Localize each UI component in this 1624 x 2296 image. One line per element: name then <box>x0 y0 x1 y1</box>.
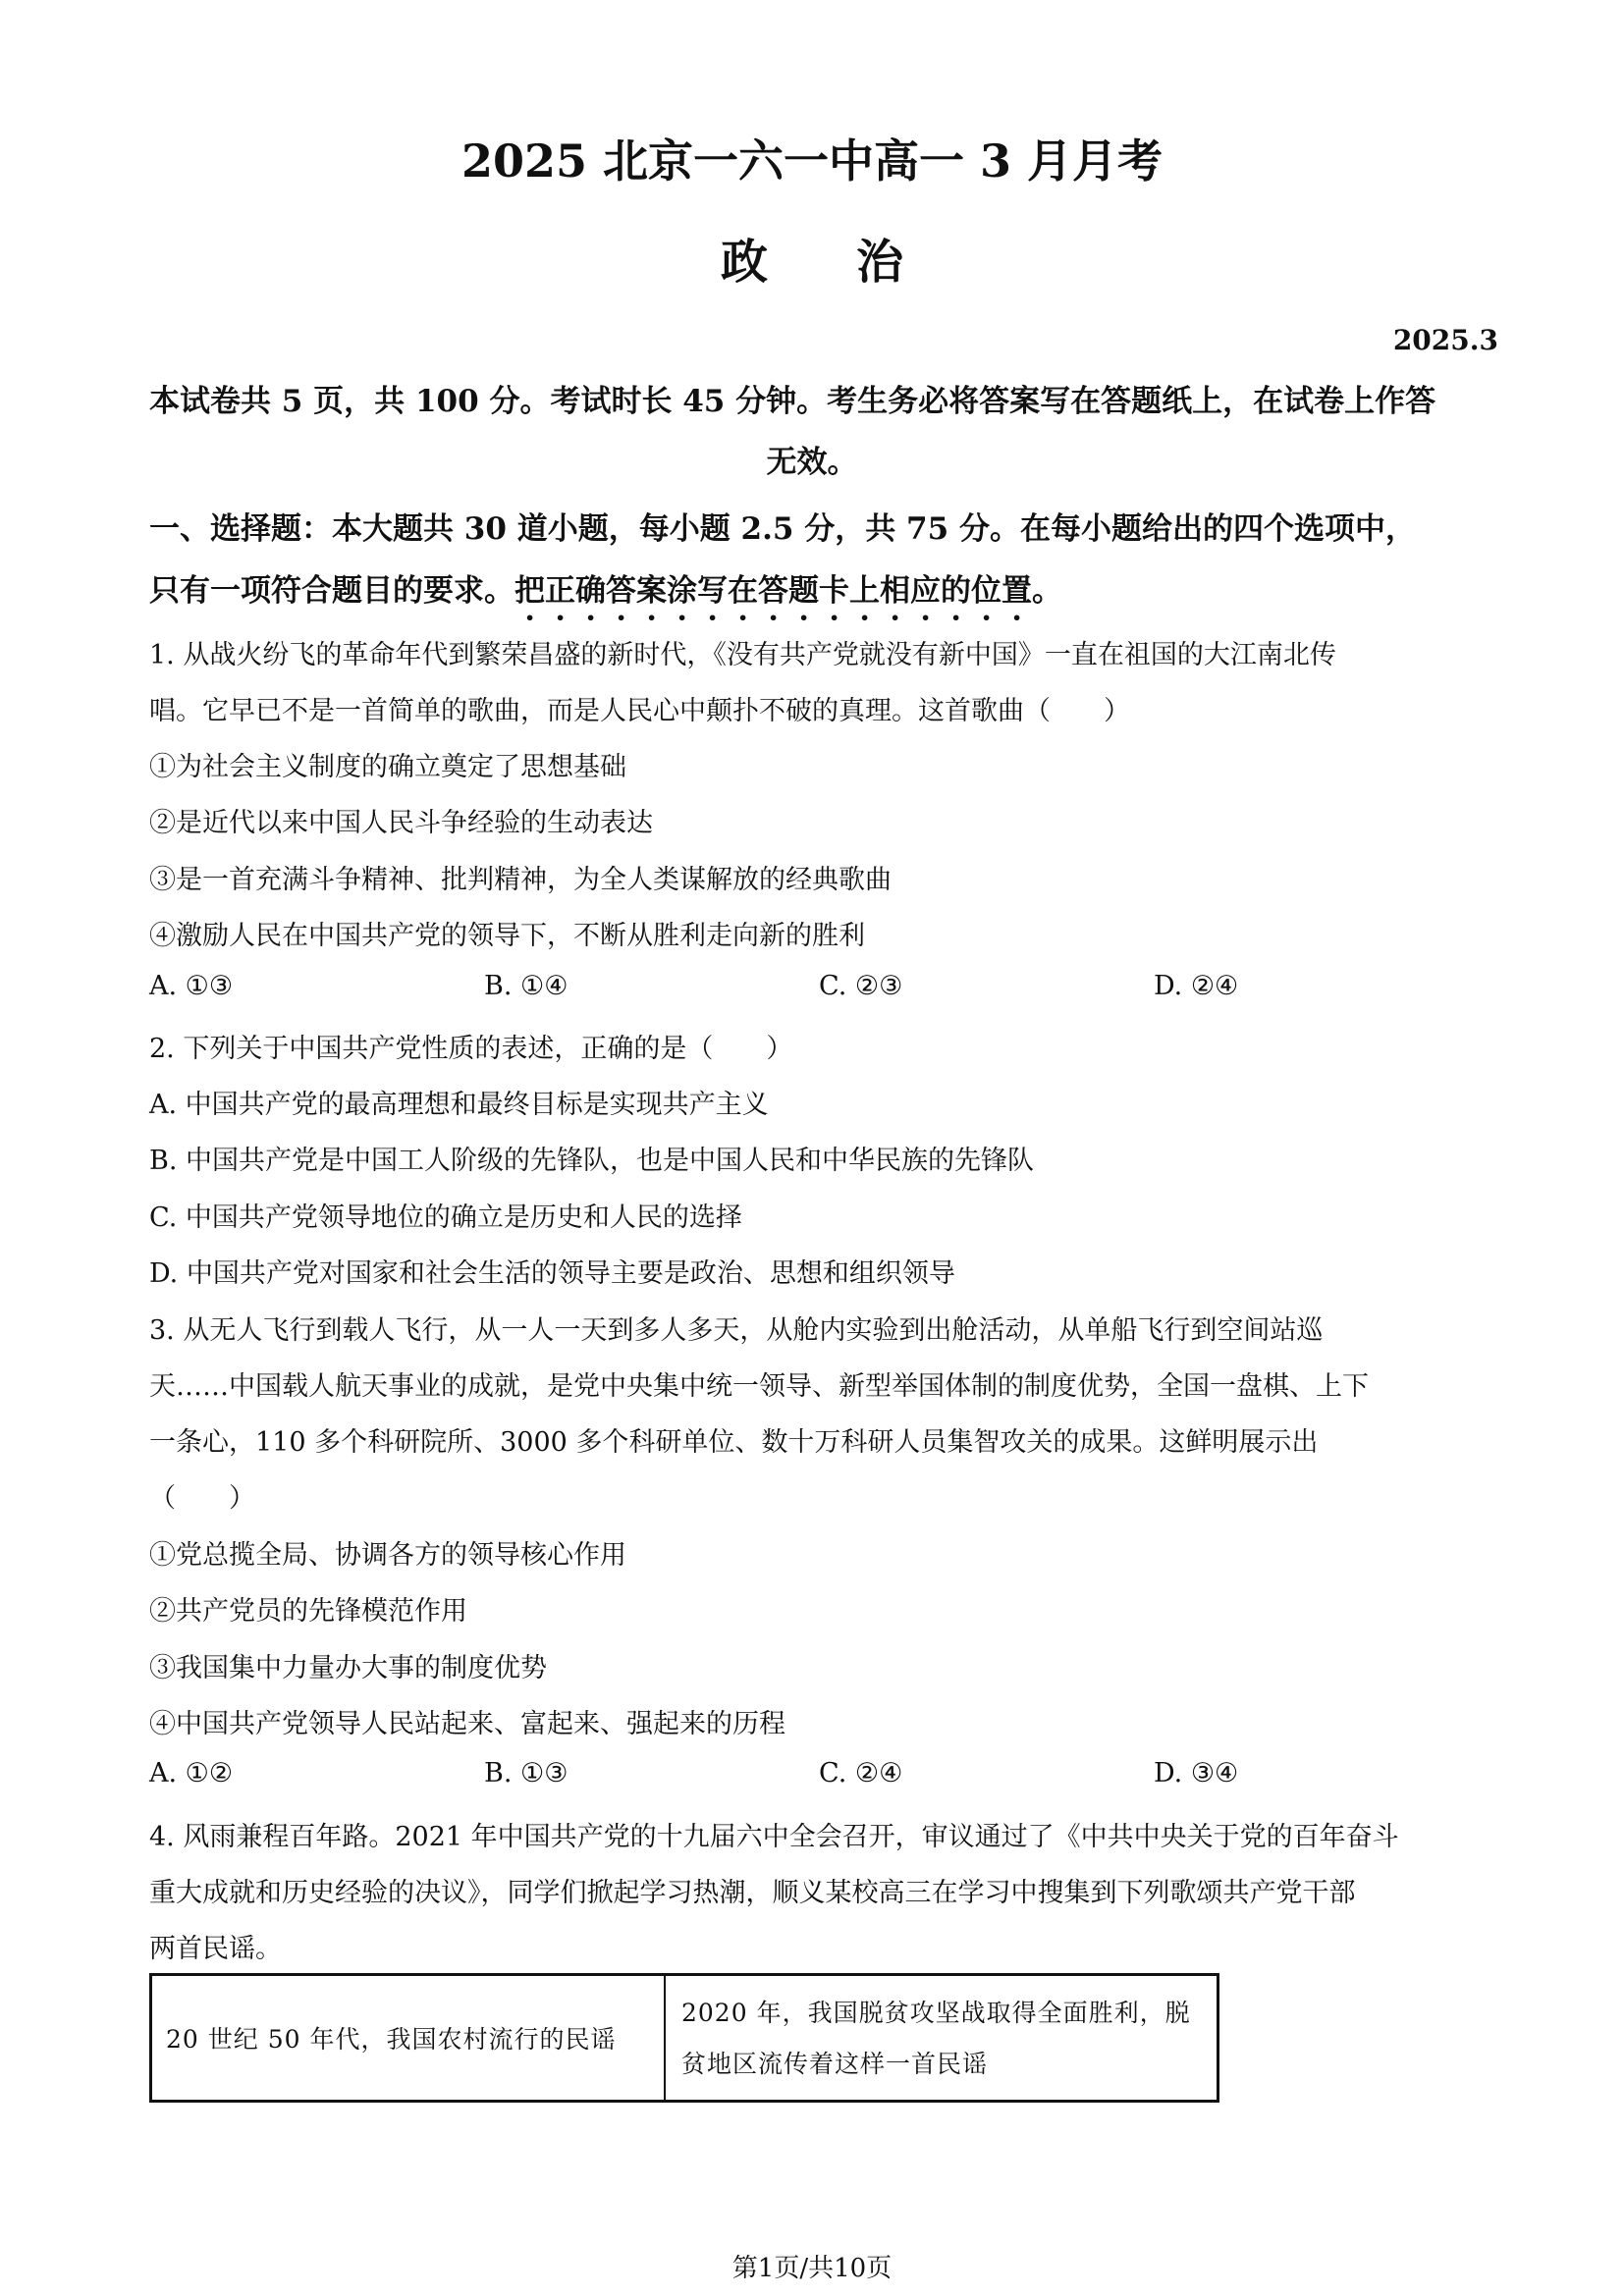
exam-title: 2025 北京一六一中高一 3 月月考 <box>460 134 1164 187</box>
page-footer: 第1页/共10页 <box>731 2254 893 2283</box>
q3-option-b: B. ①③ <box>484 1758 568 1789</box>
q3-stem-line-3: 一条心，110 多个科研院所、3000 多个科研单位、数十万科研人员集智攻关的成果。这鲜明展示出 <box>149 1427 1319 1458</box>
notice-line-2: 无效。 <box>766 445 858 480</box>
q3-stem-line-2: 天……中国载人航天事业的成就，是党中央集中统一领导、新型举国体制的制度优势，全国一盘棋、上下 <box>149 1371 1369 1402</box>
q1-option-a: A. ①③ <box>149 971 234 1001</box>
table-cell-right-text: 2020 年，我国脱贫攻坚战取得全面胜利，脱贫地区流传着这样一首民谣 <box>681 1999 1191 2078</box>
q1-option-d: D. ②④ <box>1154 971 1239 1001</box>
q1-option-c: C. ②③ <box>819 971 903 1001</box>
q1-statement-1: ①为社会主义制度的确立奠定了思想基础 <box>149 752 626 782</box>
q2-choice-a: A. 中国共产党的最高理想和最终目标是实现共产主义 <box>149 1090 769 1120</box>
q3-option-d: D. ③④ <box>1154 1758 1239 1789</box>
q3-statement-1: ①党总揽全局、协调各方的领导核心作用 <box>149 1540 626 1571</box>
section-heading-plain: 只有一项符合题目的要求。 <box>149 573 514 609</box>
q1-statement-4: ④激励人民在中国共产党的领导下，不断从胜利走向新的胜利 <box>149 921 865 951</box>
q1-stem-line-2: 唱。它早已不是一首简单的歌曲，而是人民心中颠扑不破的真理。这首歌曲（ ） <box>149 696 1130 726</box>
q2-stem: 2. 下列关于中国共产党性质的表述，正确的是（ ） <box>149 1034 793 1064</box>
q1-statement-2: ②是近代以来中国人民斗争经验的生动表达 <box>149 808 653 838</box>
notice-line-1: 本试卷共 5 页，共 100 分。考试时长 45 分钟。考生务必将答案写在答题纸上，在试卷上作答 <box>149 384 1436 419</box>
q3-option-a: A. ①② <box>149 1758 234 1789</box>
q3-statement-3: ③我国集中力量办大事的制度优势 <box>149 1653 547 1683</box>
q3-stem-line-1: 3. 从无人飞行到载人飞行，从一人一天到多人多天，从舱内实验到出舱活动，从单船飞行到空间站巡 <box>149 1315 1324 1346</box>
section-heading-end: 。 <box>1032 573 1062 609</box>
q2-choice-c: C. 中国共产党领导地位的确立是历史和人民的选择 <box>149 1202 742 1233</box>
q4-stem-line-1: 4. 风雨兼程百年路。2021 年中国共产党的十九届六中全会召开，审议通过了《中共中央关于党的百年奋斗 <box>149 1822 1399 1852</box>
q3-option-c: C. ②④ <box>819 1758 903 1789</box>
q4-stem-line-3: 两首民谣。 <box>149 1934 282 1964</box>
table-cell-left-text: 20 世纪 50 年代，我国农村流行的民谣 <box>166 2025 617 2054</box>
exam-date: 2025.3 <box>1392 324 1498 356</box>
q2-choice-d: D. 中国共产党对国家和社会生活的领导主要是政治、思想和组织领导 <box>149 1258 955 1289</box>
q1-option-b: B. ①④ <box>484 971 568 1001</box>
q4-stem-line-2: 重大成就和历史经验的决议》，同学们掀起学习热潮，顺义某校高三在学习中搜集到下列歌颂共产党干部 <box>149 1878 1356 1908</box>
q1-statement-3: ③是一首充满斗争精神、批判精神，为全人类谋解放的经典歌曲 <box>149 865 892 895</box>
subject-title: 政治 <box>720 235 992 290</box>
q1-stem-line-1: 1. 从战火纷飞的革命年代到繁荣昌盛的新时代，《没有共产党就没有新中国》一直在祖国的大江南北传 <box>149 640 1336 670</box>
section-heading-line-1: 一、选择题：本大题共 30 道小题，每小题 2.5 分，共 75 分。在每小题给出的四个选项中， <box>149 511 1416 547</box>
table-cell-right <box>666 1976 1217 2100</box>
section-heading-emphasis: 把正确答案涂写在答题卡上相应的位置 <box>514 573 1032 609</box>
section-heading-line-2 <box>149 565 1062 627</box>
q2-choice-b: B. 中国共产党是中国工人阶级的先锋队，也是中国人民和中华民族的先锋队 <box>149 1146 1035 1176</box>
folk-song-table <box>149 1973 1219 2103</box>
q3-statement-2: ②共产党员的先锋模范作用 <box>149 1596 467 1627</box>
table-cell-left <box>152 1976 666 2100</box>
q3-statement-4: ④中国共产党领导人民站起来、富起来、强起来的历程 <box>149 1709 785 1739</box>
q3-stem-line-4: （ ） <box>149 1483 255 1514</box>
